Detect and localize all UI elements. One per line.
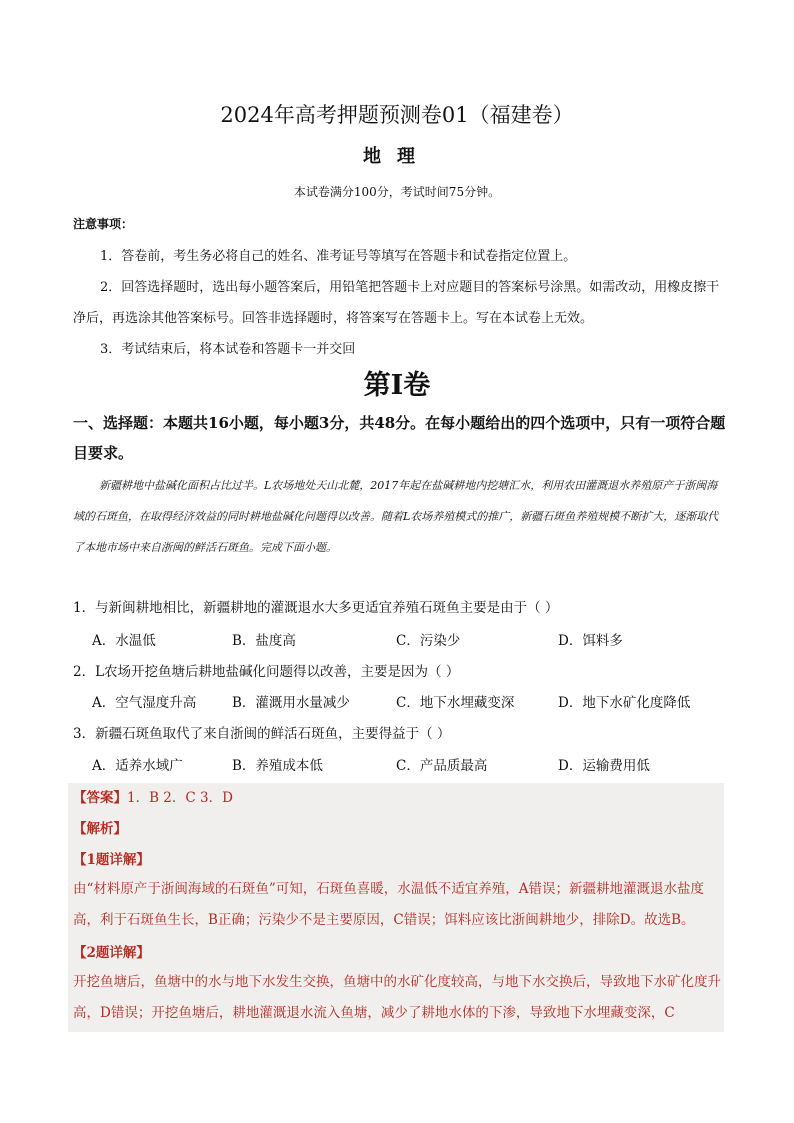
question-2-option-d[interactable]: D．地下水矿化度降低 (558, 695, 691, 711)
q1-detail-label: 【1题详解】 (73, 852, 150, 868)
question-3-stem: 3．新疆石斑鱼取代了来自浙闽的鲜活石斑鱼，主要得益于（ ） (73, 726, 451, 742)
q1-detail-text: 由“材料原产于浙闽海域的石斑鱼”可知，石斑鱼喜暖，水温低不适宜养殖，A错误；新疆耕地灌溉退水盐度高，利于石斑鱼生长，B正确；污染少不是主要原因，C错误；饵料应该比浙闽耕地少，排除D。故选B。 (73, 881, 705, 928)
question-1-option-b[interactable]: B．盐度高 (232, 633, 296, 649)
question-2-stem: 2．L农场开挖鱼塘后耕地盐碱化问题得以改善，主要是因为（ ） (73, 664, 460, 680)
notice-item-3: 3．考试结束后，将本试卷和答题卡一并交回 (100, 342, 356, 357)
question-3-option-b[interactable]: B．养殖成本低 (232, 758, 323, 774)
question-3-option-a[interactable]: A．适养水域广 (92, 758, 183, 774)
question-2-option-b[interactable]: B．灌溉用水量减少 (232, 695, 350, 711)
question-1-option-d[interactable]: D．饵料多 (558, 633, 623, 649)
part-title: 第I卷 (363, 370, 431, 401)
notice-item-1: 1．答卷前，考生务必将自己的姓名、准考证号等填写在答题卡和试卷指定位置上。 (100, 249, 577, 264)
question-2-option-c[interactable]: C．地下水埋藏变深 (396, 695, 515, 711)
question-3-option-c[interactable]: C．产品质最高 (396, 758, 488, 774)
answer-line (73, 788, 233, 808)
answer-values: 1．B 2．C 3．D (127, 790, 233, 806)
subject-title: 地理 (363, 146, 431, 167)
answer-label: 【答案】 (73, 790, 127, 806)
analysis-label: 【解析】 (73, 821, 127, 837)
notice-heading: 注意事项： (73, 217, 134, 231)
question-2-option-a[interactable]: A．空气湿度升高 (92, 695, 197, 711)
page-title: 2024年高考押题预测卷01（福建卷） (220, 103, 574, 127)
section-heading: 一、选择题：本题共16小题，每小题3分，共48分。在每小题给出的四个选项中，只有一项符合题目要求。 (73, 414, 726, 462)
question-3-option-d[interactable]: D．运输费用低 (558, 758, 650, 774)
question-1-option-a[interactable]: A．水温低 (92, 633, 156, 649)
q2-detail-text: 开挖鱼塘后，鱼塘中的水与地下水发生交换，鱼塘中的水矿化度较高，与地下水交换后，导致地下水矿化度升高，D错误；开挖鱼塘后，耕地灌溉退水流入鱼塘，减少了耕地水体的下渗，导致地下水埋藏变深，C (73, 974, 721, 1021)
notice-item-2: 2．回答选择题时，选出每小题答案后，用铅笔把答题卡上对应题目的答案标号涂黑。如需改动，用橡皮擦干净后，再选涂其他答案标号。回答非选择题时，将答案写在答题卡上。写在本试卷上无效。 (73, 280, 720, 326)
score-info: 本试卷满分100分，考试时间75分钟。 (293, 185, 501, 199)
question-1-option-c[interactable]: C．污染少 (396, 633, 461, 649)
question-1-stem: 1．与新闽耕地相比，新疆耕地的灌溉退水大多更适宜养殖石斑鱼主要是由于（ ） (73, 600, 559, 616)
q2-detail-label: 【2题详解】 (73, 945, 150, 961)
material-passage: 新疆耕地中盐碱化面积占比过半。L农场地处天山北麓，2017年起在盐碱耕地内挖塘汇水，利用农田灌溉退水养殖原产于浙闽海域的石斑鱼，在取得经济效益的同时耕地盐碱化问题得以改善。随着L农场养殖模式的推广，新疆石斑鱼养殖规模不断扩大，逐渐取代了本地市场中来自浙闽的鲜活石斑鱼。完成下面小题。 (73, 479, 719, 554)
